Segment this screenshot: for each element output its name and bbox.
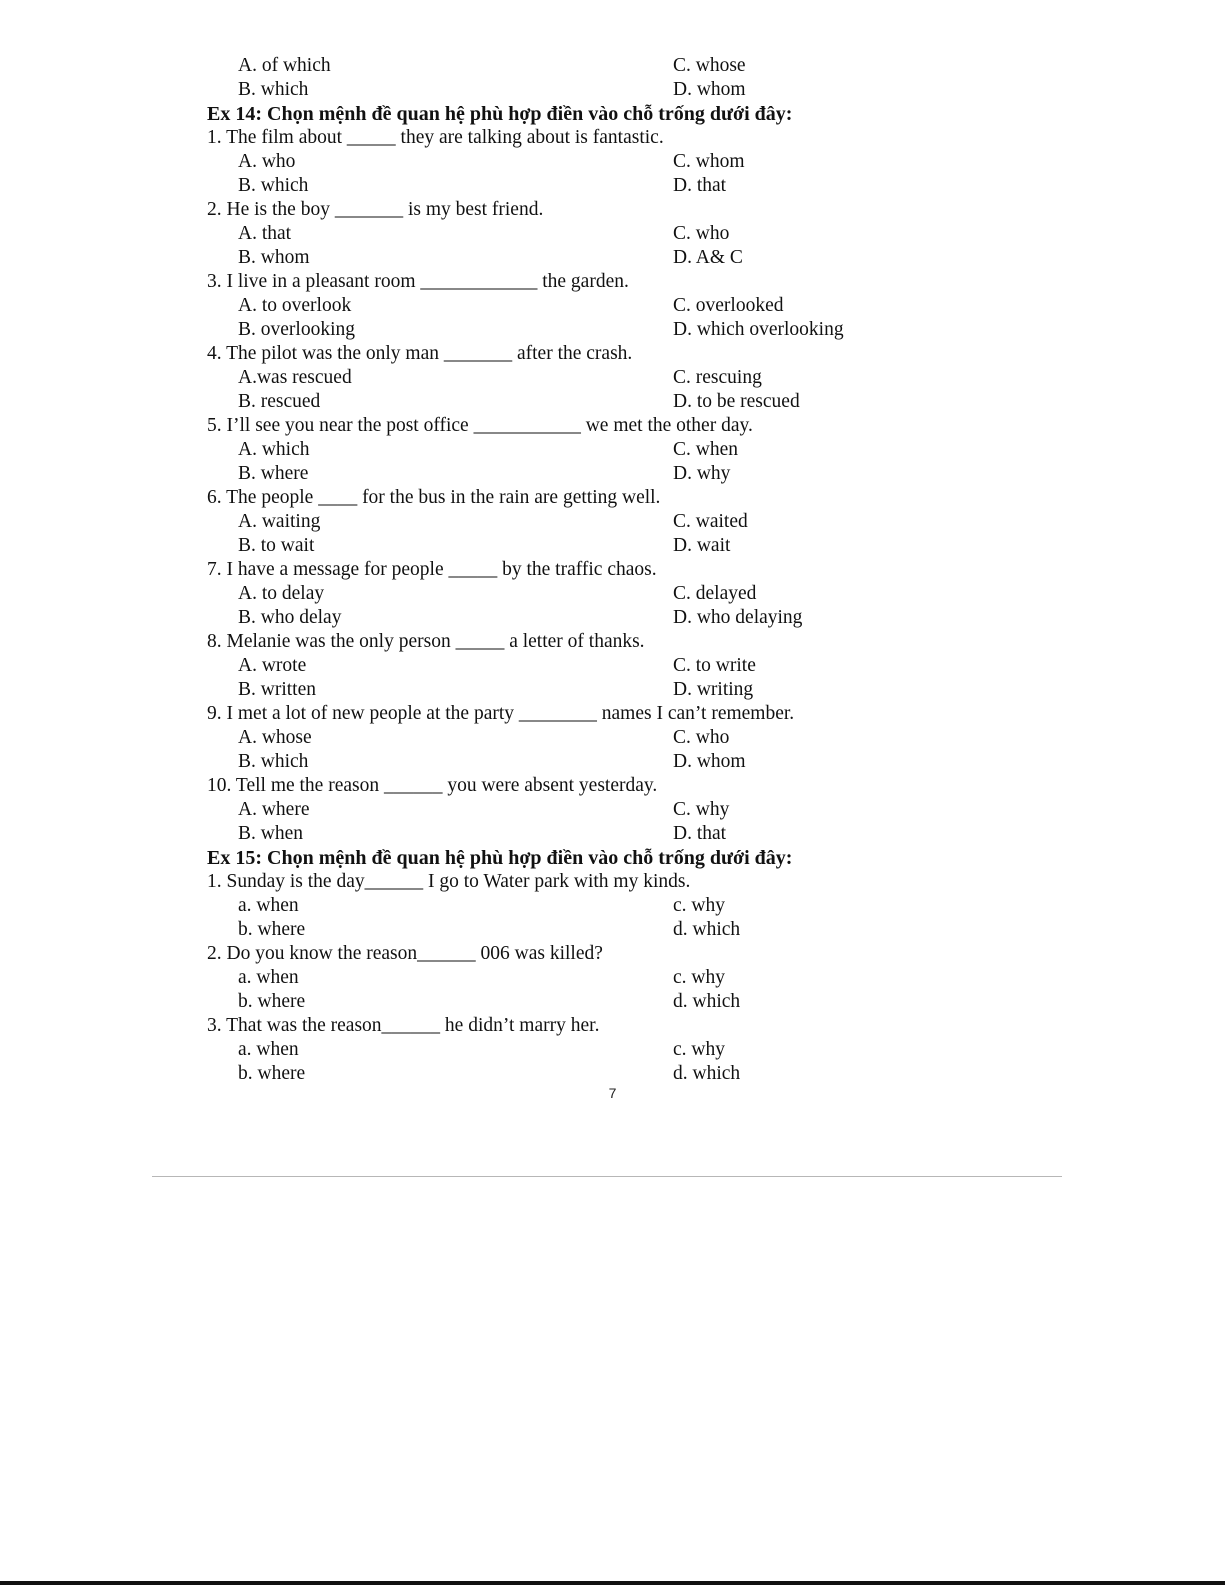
answer-option: A. which xyxy=(238,439,310,460)
answer-options-row xyxy=(207,390,907,414)
answer-option: C. delayed xyxy=(673,583,757,604)
answer-options-row xyxy=(207,438,907,462)
answer-options-row xyxy=(207,750,907,774)
answer-option: B. which xyxy=(238,751,309,772)
answer-option: B. who delay xyxy=(238,607,342,628)
answer-option: D. that xyxy=(673,175,727,196)
question-text: 4. The pilot was the only man _______ after the crash. xyxy=(207,343,633,364)
answer-options-row xyxy=(207,534,907,558)
answer-option: D. why xyxy=(673,463,731,484)
answer-option: a. when xyxy=(238,895,299,916)
answer-option: A. where xyxy=(238,799,310,820)
answer-options-row xyxy=(207,1038,907,1062)
answer-option: D. which overlooking xyxy=(673,319,844,340)
answer-option: B. to wait xyxy=(238,535,315,556)
answer-option: d. which xyxy=(673,919,741,940)
answer-option: A. waiting xyxy=(238,511,321,532)
answer-options-row xyxy=(207,150,907,174)
answer-option: C. when xyxy=(673,439,738,460)
answer-option: D. A& C xyxy=(673,247,743,268)
exercise-heading: Ex 15: Chọn mệnh đề quan hệ phù hợp điền vào chỗ trống dưới đây: xyxy=(207,847,793,869)
question-text: 3. That was the reason______ he didn’t marry her. xyxy=(207,1015,600,1036)
answer-option: A. wrote xyxy=(238,655,307,676)
answer-options-row xyxy=(207,366,907,390)
question-text: 6. The people ____ for the bus in the rain are getting well. xyxy=(207,487,661,508)
page-divider xyxy=(152,1176,1062,1177)
answer-option: B. overlooking xyxy=(238,319,355,340)
answer-option: C. who xyxy=(673,727,730,748)
answer-option: C. why xyxy=(673,799,730,820)
answer-option: C. to write xyxy=(673,655,756,676)
answer-options-row xyxy=(207,294,907,318)
answer-options-row xyxy=(207,246,907,270)
answer-option: D. whom xyxy=(673,751,746,772)
question-text: 1. The film about _____ they are talking about is fantastic. xyxy=(207,127,664,148)
question-text: 5. I’ll see you near the post office ___________ we met the other day. xyxy=(207,415,753,436)
answer-option: B. when xyxy=(238,823,303,844)
answer-option: B. written xyxy=(238,679,316,700)
answer-options-row xyxy=(207,222,907,246)
answer-options-row xyxy=(207,798,907,822)
question-text: 3. I live in a pleasant room ____________ the garden. xyxy=(207,271,629,292)
answer-option: d. which xyxy=(673,1063,741,1084)
answer-options-row xyxy=(207,894,907,918)
answer-option: b. where xyxy=(238,991,306,1012)
answer-option: a. when xyxy=(238,967,299,988)
answer-option: B. rescued xyxy=(238,391,321,412)
answer-options-row xyxy=(207,462,907,486)
answer-option: A. of which xyxy=(238,55,331,76)
answer-option: A. who xyxy=(238,151,296,172)
answer-option: C. whose xyxy=(673,55,746,76)
answer-option: c. why xyxy=(673,895,725,916)
question-text: 10. Tell me the reason ______ you were absent yesterday. xyxy=(207,775,658,796)
question-text: 2. Do you know the reason______ 006 was killed? xyxy=(207,943,603,964)
answer-options-row xyxy=(207,990,907,1014)
answer-option: C. waited xyxy=(673,511,748,532)
answer-options-row xyxy=(207,918,907,942)
answer-option: d. which xyxy=(673,991,741,1012)
answer-option: C. who xyxy=(673,223,730,244)
answer-options-row xyxy=(207,726,907,750)
answer-options-row xyxy=(207,174,907,198)
answer-options-row xyxy=(207,318,907,342)
answer-option: B. whom xyxy=(238,247,310,268)
answer-option: A. whose xyxy=(238,727,312,748)
answer-option: B. which xyxy=(238,79,309,100)
answer-option: c. why xyxy=(673,967,725,988)
answer-option: b. where xyxy=(238,919,306,940)
answer-option: D. who delaying xyxy=(673,607,803,628)
answer-option: c. why xyxy=(673,1039,725,1060)
question-text: 2. He is the boy _______ is my best friend. xyxy=(207,199,544,220)
answer-option: D. to be rescued xyxy=(673,391,800,412)
answer-options-row xyxy=(207,654,907,678)
answer-options-row xyxy=(207,1062,907,1086)
answer-option: A. to overlook xyxy=(238,295,352,316)
page-number: 7 xyxy=(608,1085,617,1101)
answer-option: b. where xyxy=(238,1063,306,1084)
bottom-border xyxy=(0,1581,1225,1585)
answer-option: D. wait xyxy=(673,535,731,556)
answer-options-row xyxy=(207,582,907,606)
answer-options-row xyxy=(207,966,907,990)
answer-option: A.was rescued xyxy=(238,367,352,388)
answer-options-row xyxy=(207,510,907,534)
answer-options-row xyxy=(207,606,907,630)
answer-option: D. writing xyxy=(673,679,754,700)
answer-option: D. whom xyxy=(673,79,746,100)
answer-option: a. when xyxy=(238,1039,299,1060)
answer-options-row xyxy=(207,822,907,846)
question-text: 7. I have a message for people _____ by the traffic chaos. xyxy=(207,559,657,580)
answer-option: B. which xyxy=(238,175,309,196)
exercise-heading: Ex 14: Chọn mệnh đề quan hệ phù hợp điền vào chỗ trống dưới đây: xyxy=(207,103,793,125)
question-text: 8. Melanie was the only person _____ a letter of thanks. xyxy=(207,631,645,652)
answer-option: A. that xyxy=(238,223,292,244)
answer-option: A. to delay xyxy=(238,583,325,604)
answer-option: D. that xyxy=(673,823,727,844)
exercise-content xyxy=(207,54,907,1086)
answer-options-row xyxy=(207,54,907,78)
question-text: 9. I met a lot of new people at the party ________ names I can’t remember. xyxy=(207,703,795,724)
answer-options-row xyxy=(207,78,907,102)
answer-option: C. overlooked xyxy=(673,295,784,316)
answer-option: C. rescuing xyxy=(673,367,762,388)
question-text: 1. Sunday is the day______ I go to Water park with my kinds. xyxy=(207,871,691,892)
answer-option: B. where xyxy=(238,463,309,484)
answer-option: C. whom xyxy=(673,151,745,172)
answer-options-row xyxy=(207,678,907,702)
